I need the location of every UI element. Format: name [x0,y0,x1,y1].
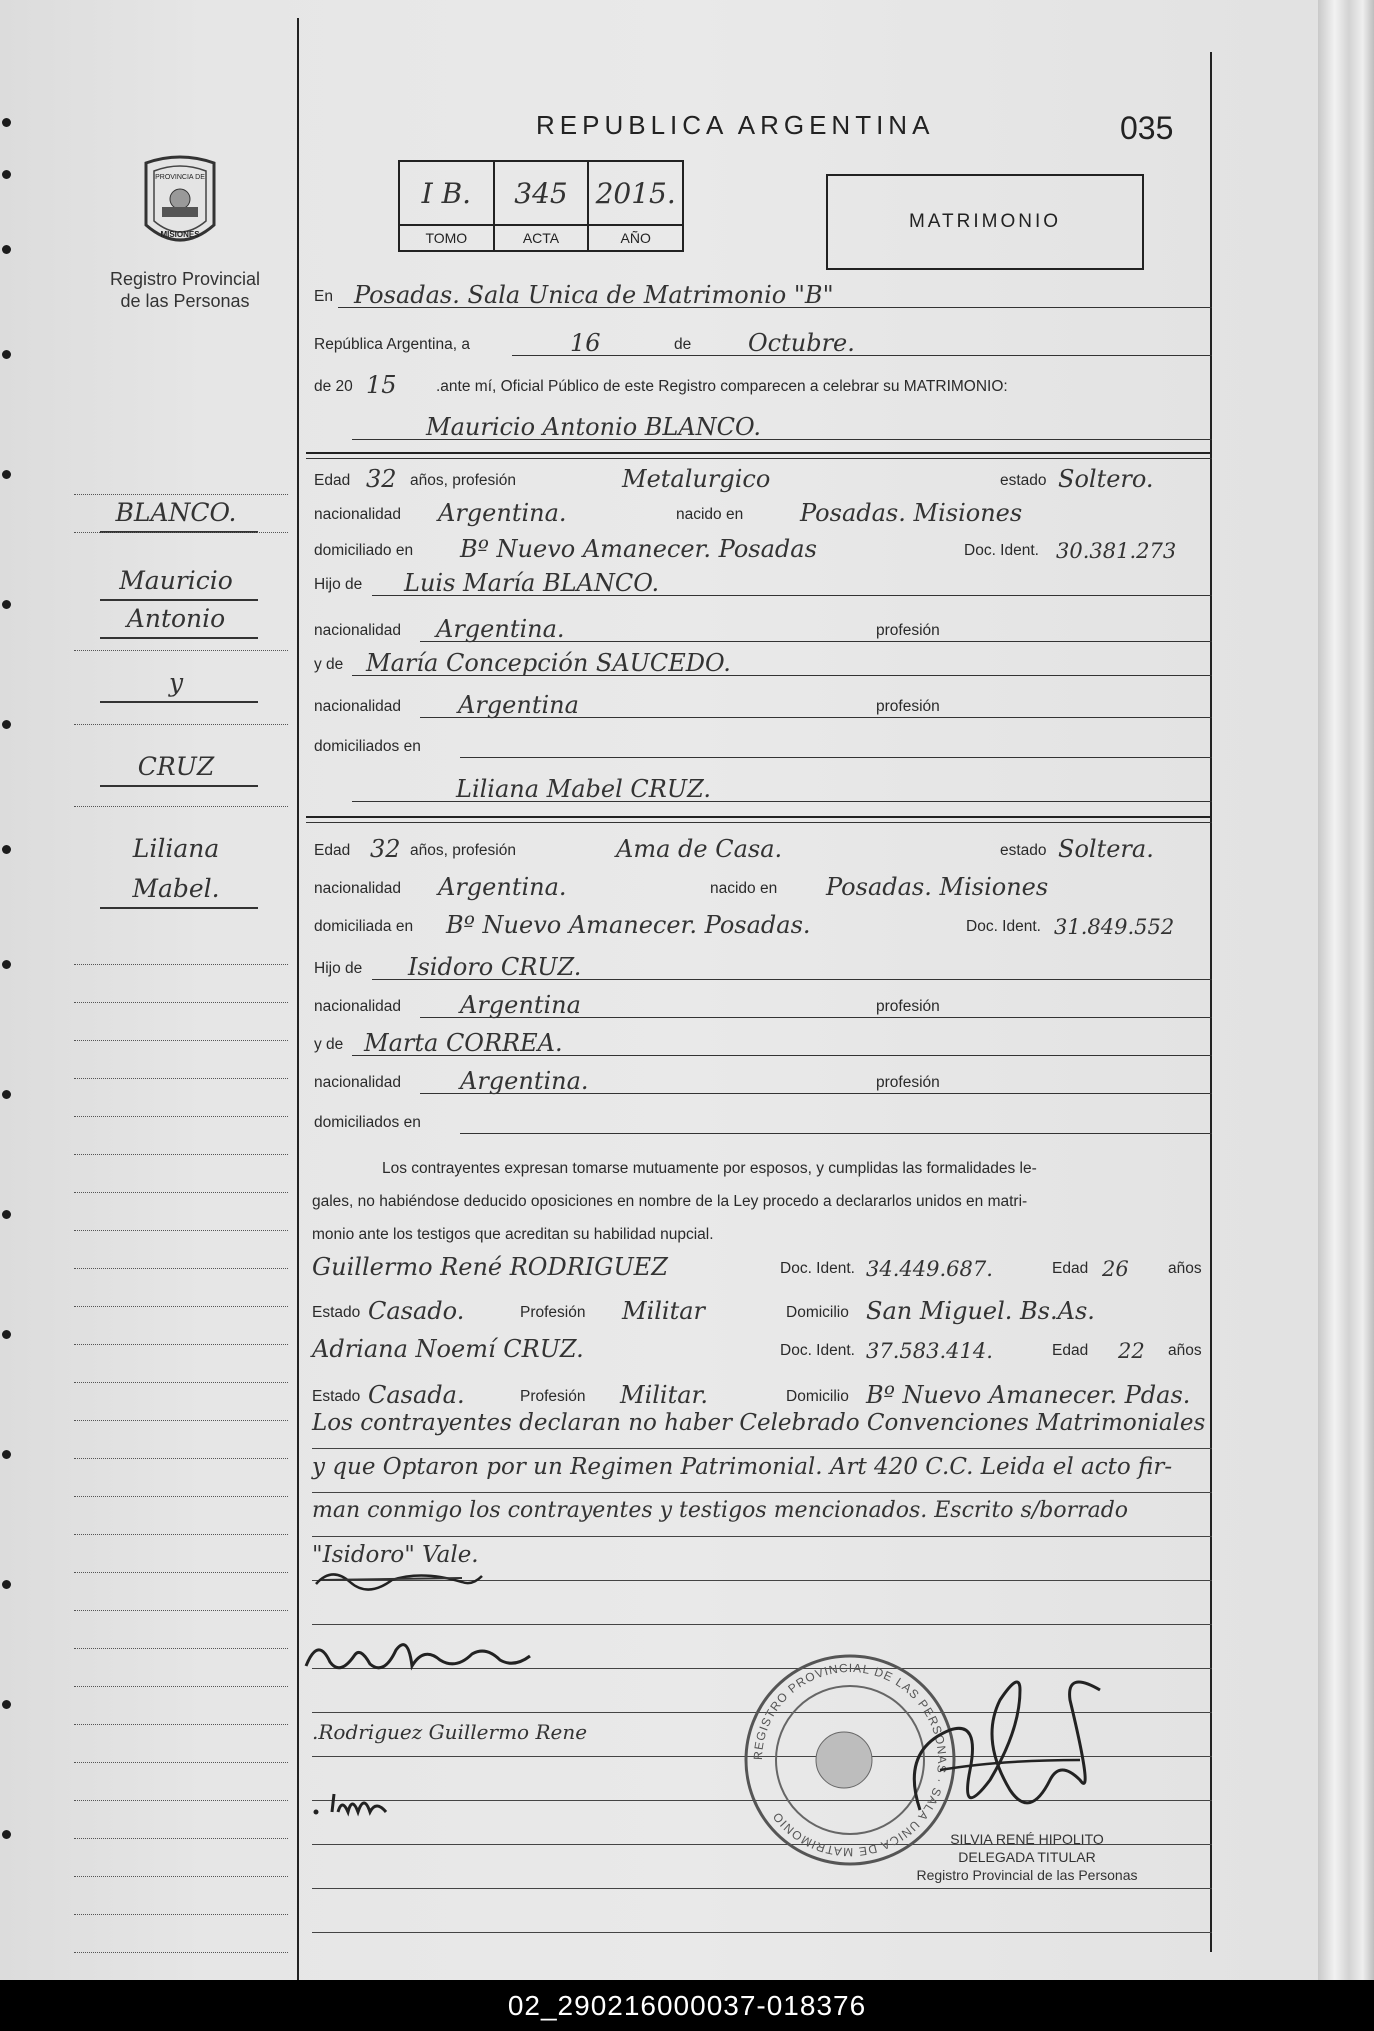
bride-parents-address-row: domiciliados en [312,1108,1212,1138]
section-divider [306,452,1212,454]
ceremony-place: Posadas. Sala Unica de Matrimonio "B" [354,281,834,309]
country-title: REPUBLICA ARGENTINA [536,110,935,140]
svg-text:MISIONES: MISIONES [160,230,200,239]
witness-1-name: Guillermo René RODRIGUEZ [312,1253,668,1281]
bride-name-row [312,776,1212,806]
tomo-value: I B. [421,176,472,210]
margin-conjunction: y [76,668,276,697]
margin-name-bride-1: Liliana [132,834,220,863]
groom-father-row: Hijo de Luis María BLANCO. [312,570,1212,600]
witness-2-details-row: Estado Casada. Profesión Militar. Domicilio Bº Nuevo Amanecer. Pdas. [312,1381,1191,1409]
page-number: 035 [1120,110,1174,146]
intro-date-row: República Argentina, a 16 de Octubre. [312,330,1212,360]
bride-name: Liliana Mabel CRUZ. [456,775,711,803]
bride-age-row: Edad 32 años, profesión Ama de Casa. estado Soltera. [314,835,1154,863]
registry-name: Registro Provincial de las Personas [109,269,261,311]
bride-mother-nat-row: nacionalidad Argentina. profesión [312,1068,1212,1098]
witness-1-details-row: Estado Casado. Profesión Militar Domicilio San Miguel. Bs.As. [312,1297,1095,1325]
signature-witness-1: .Rodriguez Guillermo Rene [312,1720,588,1744]
intro-place-row: En Posadas. Sala Unica de Matrimonio "B" [312,282,1212,312]
groom-parents-address-row: domiciliados en [312,732,1212,762]
witness-2-name: Adriana Noemí CRUZ. [312,1335,584,1363]
ceremony-year: 15 [366,371,397,399]
official-signature [880,1660,1120,1840]
register-table [398,160,684,252]
declaration-text: Los contrayentes expresan tomarse mutuamente por esposos, y cumplidas las formalidades le- gales, no habiéndose deducido oposiciones en nombre de la Ley procedo a declararlos unidos en matri- monio ante los testigos que acreditan su habilidad nupcial. [312,1160,1037,1243]
notes-line-2: y que Optaron por un Regimen Patrimonial. Art 420 C.C. Leida el acto fir- [312,1454,1173,1480]
official-title: DELEGADA TITULAR [958,1849,1096,1865]
margin-name-groom-2: Antonio [76,604,276,633]
ceremony-day: 16 [570,329,601,357]
groom-mother-row: y de María Concepción SAUCEDO. [312,650,1212,680]
page-edge [1318,0,1374,1980]
notes-line-1: Los contrayentes declaran no haber Celebrado Convenciones Matrimoniales [312,1410,1206,1436]
svg-text:REGISTRO PROVINCIAL DE LAS PER: REGISTRO PROVINCIAL DE LAS PERSONAS · SALA UNICA DE MATRIMONIO [750,1660,950,1860]
groom-address-row: domiciliado en Bº Nuevo Amanecer. Posadas Doc. Ident. 30.381.273 [314,535,1177,563]
binding-holes [0,0,22,1980]
official-office: Registro Provincial de las Personas [916,1867,1138,1883]
margin-rule [297,18,299,1980]
signature-witness-2 [312,1782,422,1822]
bride-mother-row: y de Marta CORREA. [312,1030,1212,1060]
ceremony-month: Octubre. [748,329,855,357]
margin-name-groom-1: Mauricio [76,566,276,595]
witness-2-row: Adriana Noemí CRUZ. Doc. Ident. 37.583.414. Edad 22 años [312,1335,1202,1363]
groom-mother-nat-row: nacionalidad Argentina profesión [312,692,1212,722]
record-type-box: MATRIMONIO [826,174,1144,270]
acta-value: 345 [514,176,568,210]
tomo-label: TOMO [400,224,493,250]
scan-identifier: 02_290216000037-018376 [0,1980,1374,2031]
notes-line-3: man conmigo los contrayentes y testigos mencionados. Escrito s/borrado [312,1498,1129,1523]
bride-address-row: domiciliada en Bº Nuevo Amanecer. Posadas. Doc. Ident. 31.849.552 [314,911,1175,939]
groom-age-row: Edad 32 años, profesión Metalurgico estado Soltero. [314,465,1154,493]
groom-nationality-row: nacionalidad Argentina. nacido en Posadas. Misiones [314,499,1023,527]
bride-nationality-row: nacionalidad Argentina. nacido en Posadas. Misiones [314,873,1049,901]
svg-text:PROVINCIA DE: PROVINCIA DE [155,174,205,181]
section-divider [306,816,1212,818]
signature-contrayente-2 [300,1626,540,1686]
official-signature-block [912,1830,1142,1884]
groom-father-nat-row: nacionalidad Argentina. profesión [312,616,1212,646]
intro-year-row: de 20 15 .ante mí, Oficial Público de este Registro comparecen a celebrar su MATRIMONIO: [314,371,1008,399]
margin-surname-groom: BLANCO. [76,498,276,527]
bride-father-nat-row: nacionalidad Argentina profesión [312,992,1212,1022]
margin-surname-bride: CRUZ [76,752,276,781]
bride-father-row: Hijo de Isidoro CRUZ. [312,954,1212,984]
anio-value: 2015. [595,176,676,210]
acta-label: ACTA [495,224,588,250]
official-name: SILVIA RENÉ HIPOLITO [950,1831,1104,1847]
witness-1-row: Guillermo René RODRIGUEZ Doc. Ident. 34.449.687. Edad 26 años [312,1253,1202,1281]
notes-line-4: "Isidoro" Vale. [312,1542,479,1568]
groom-name: Mauricio Antonio BLANCO. [426,413,761,441]
margin-name-bride-2: Mabel. [76,874,276,903]
province-seal-logo [138,155,222,255]
signature-contrayente-1 [312,1556,512,1596]
groom-name-row [312,414,1212,444]
anio-label: AÑO [589,224,682,250]
